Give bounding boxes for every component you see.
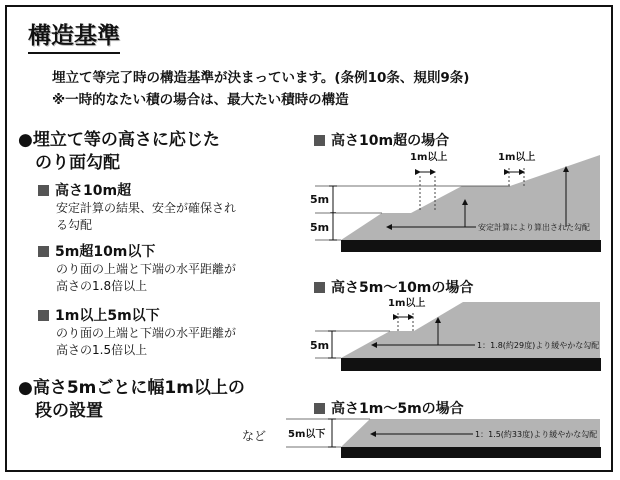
diagram2-caption-text: 高さ5m～10mの場合	[331, 280, 474, 296]
diagram3-height-label: 5m以下	[288, 429, 326, 440]
section1-heading-line-1: ●埋立て等の高さに応じた	[18, 130, 220, 150]
diagram3	[286, 419, 601, 458]
intro-line-2: ※一時的なたい積の場合は、最大たい積時の構造	[52, 92, 349, 108]
diagram1-slope-label: 安定計算により算出された勾配	[478, 223, 590, 232]
item1-text-line-1: 安定計算の結果、安全が確保され	[56, 201, 237, 215]
diagram1-berm-label-2: 1m以上	[498, 152, 536, 163]
item1-label-text: 高さ10m超	[55, 183, 132, 199]
item1-text-line-2: る勾配	[56, 218, 93, 232]
diagram1-height-label-upper: 5m	[310, 193, 330, 206]
diagram1-height-label-lower: 5m	[310, 221, 330, 234]
section2-heading-line-2: 段の設置	[35, 401, 103, 421]
diagram3-slope-label: 1：1.5(約33度)より緩やかな勾配	[475, 430, 598, 439]
item3-text-line-1: のり面の上端と下端の水平距離が	[56, 326, 237, 340]
diagram1-berm-label-1: 1m以上	[410, 152, 448, 163]
page-title: 構造基準	[28, 22, 120, 54]
diagram1-ground	[341, 240, 601, 252]
diagram2-height-label: 5m	[310, 339, 330, 352]
item3-label-text: 1m以上5m以下	[55, 308, 160, 324]
svg-text:×: ×	[327, 207, 339, 219]
diagram3-ground	[341, 447, 601, 458]
intro-line-1: 埋立て等完了時の構造基準が決まっています。(条例10条、規則9条)	[52, 70, 470, 86]
section1-heading-line-2: のり面勾配	[35, 153, 120, 173]
diagram3-caption-text: 高さ1m～5mの場合	[331, 401, 464, 417]
item2-label-text: 5m超10m以下	[55, 244, 156, 260]
diagram1	[310, 150, 601, 252]
etc-label: など	[242, 429, 267, 443]
diagram2-ground	[341, 358, 601, 371]
item2-text-line-2: 高さの1.8倍以上	[56, 279, 148, 293]
diagram2-slope-label: 1：1.8(約29度)より緩やかな勾配	[477, 341, 600, 350]
item2-text-line-1: のり面の上端と下端の水平距離が	[56, 262, 237, 276]
item3-text-line-2: 高さの1.5倍以上	[56, 343, 148, 357]
section2-heading-line-1: ●高さ5mごとに幅1m以上の	[18, 378, 245, 398]
diagram2	[310, 296, 601, 371]
diagram2-berm-label: 1m以上	[388, 298, 426, 309]
diagram1-caption-text: 高さ10m超の場合	[331, 133, 450, 149]
